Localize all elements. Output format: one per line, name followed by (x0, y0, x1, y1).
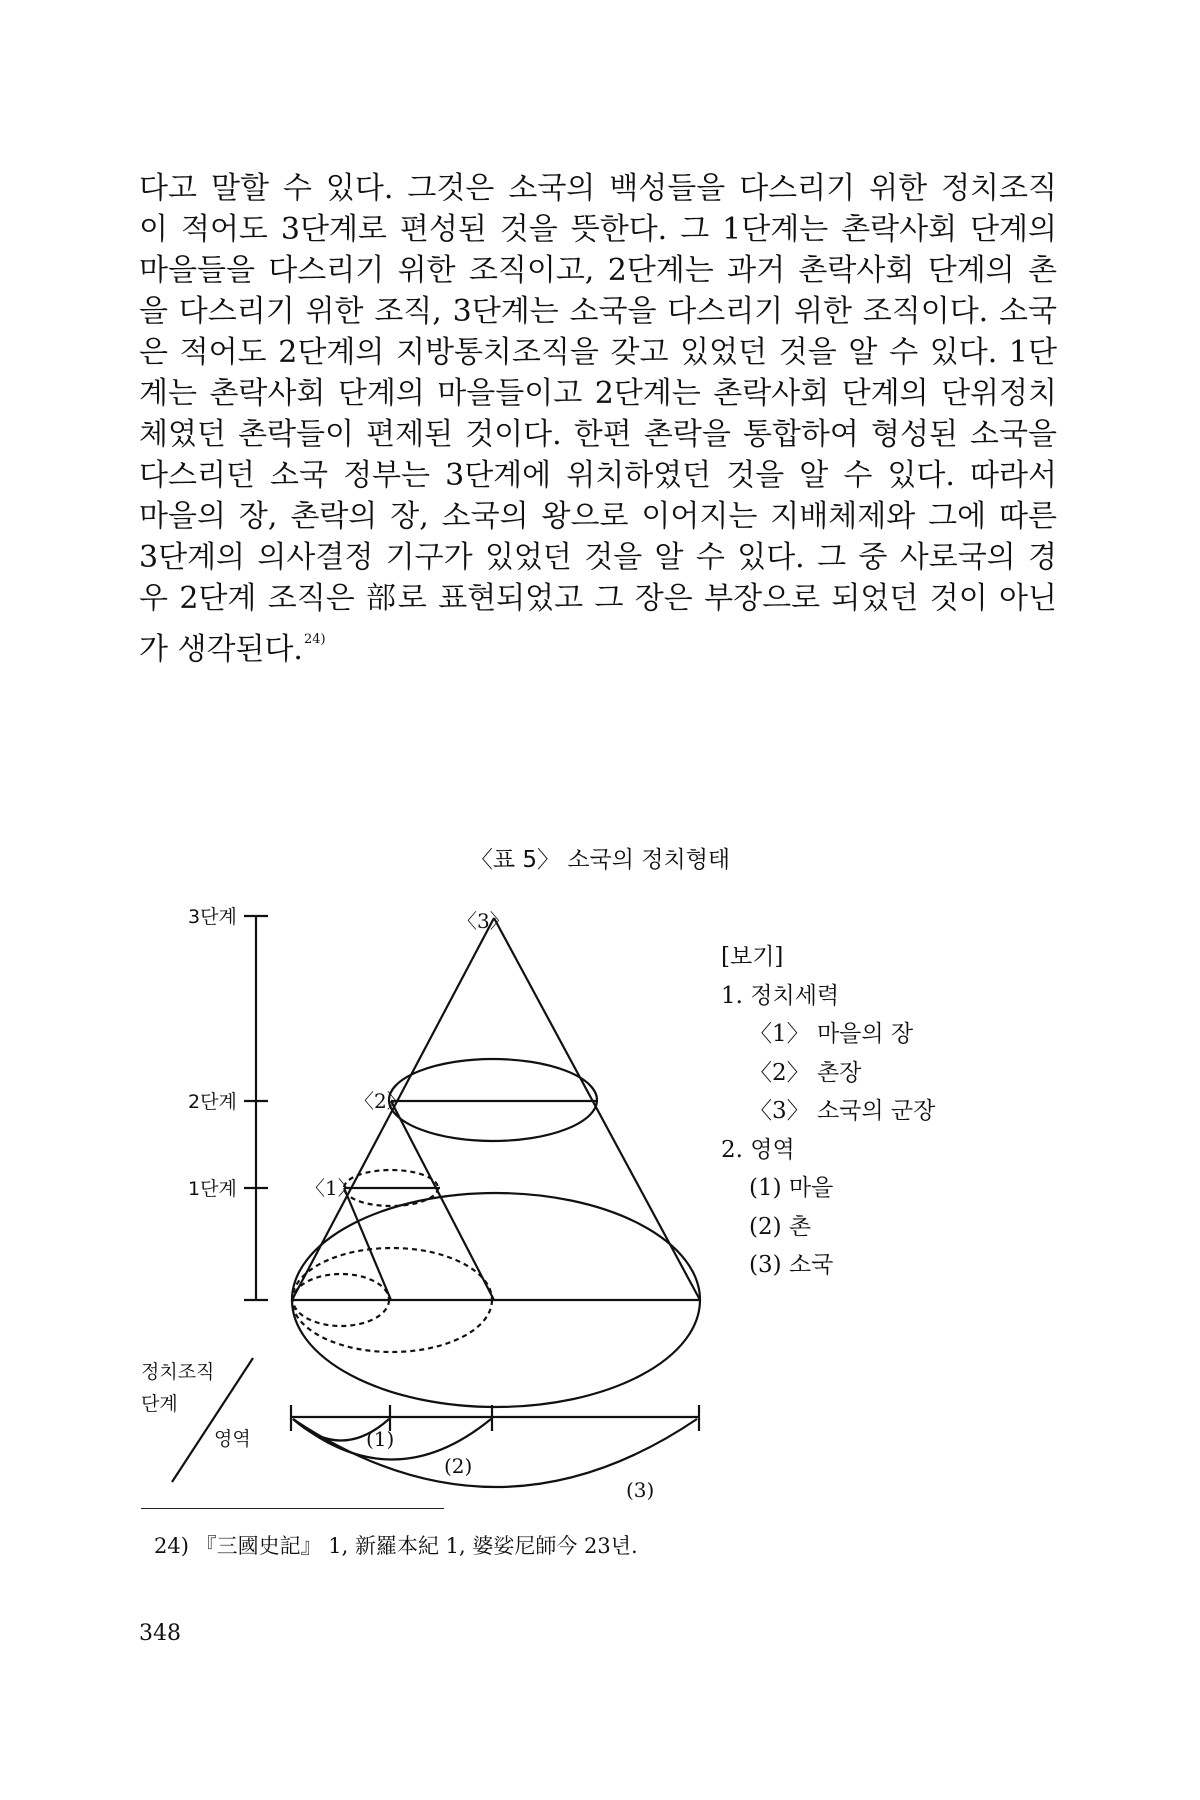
legend-item: 〈2〉 촌장 (749, 1059, 862, 1086)
apex-label-3: 〈3〉 (457, 909, 510, 933)
stage-label-3: 3단계 (188, 906, 237, 928)
text-line: 체였던 촌락들이 편제된 것이다. 한편 촌락을 통합하여 형성된 소국을 (139, 417, 1057, 452)
legend-item: (2) 촌 (749, 1213, 812, 1240)
area-label-2: (2) (444, 1454, 473, 1478)
axis-label-top-2: 단계 (141, 1393, 178, 1415)
cone-1-right (344, 1188, 391, 1300)
legend-group2-title: 2. 영역 (721, 1136, 795, 1163)
last-line-text: 가 생각된다. (139, 632, 303, 667)
axis-label-bottom: 영역 (214, 1428, 251, 1450)
text-line: 이 적어도 3단계로 편성된 것을 뜻한다. 그 1단계는 촌락사회 단계의 (139, 212, 1057, 247)
stage-label-1: 1단계 (188, 1178, 237, 1200)
text-line: 다고 말할 수 있다. 그것은 소국의 백성들을 다스리기 위한 정치조직 (139, 171, 1057, 206)
cone-2-right (391, 1101, 494, 1300)
apex-label-1: 〈1〉 (305, 1176, 358, 1200)
legend-group1-title: 1. 정치세력 (721, 982, 840, 1009)
apex-label-2: 〈2〉 (354, 1089, 407, 1113)
footnote-divider (141, 1508, 444, 1509)
text-line: 계는 촌락사회 단계의 마을들이고 2단계는 촌락사회 단계의 단위정치 (139, 376, 1057, 411)
text-line: 3단계의 의사결정 기구가 있었던 것을 알 수 있다. 그 중 사로국의 경 (139, 540, 1057, 575)
legend (721, 938, 935, 1285)
cone-3-right (494, 918, 700, 1300)
legend-item: (1) 마을 (749, 1175, 834, 1201)
legend-item: 〈3〉 소국의 군장 (749, 1098, 936, 1124)
stage-label-2: 2단계 (188, 1091, 237, 1113)
page-number: 348 (139, 1621, 181, 1646)
area-label-1: (1) (366, 1427, 395, 1451)
text-line: 마을들을 다스리기 위한 조직이고, 2단계는 과거 촌락사회 단계의 촌 (139, 253, 1057, 288)
area-label-3: (3) (626, 1478, 655, 1502)
legend-title: [보기] (721, 944, 784, 970)
footnote: 24) 『三國史記』 1, 新羅本紀 1, 婆娑尼師今 23년. (154, 1534, 638, 1558)
footnote-reference: 24) (303, 632, 326, 647)
text-line: 우 2단계 조직은 部로 표현되었고 그 장은 부장으로 되었던 것이 아닌 (139, 581, 1057, 616)
text-line: 다스리던 소국 정부는 3단계에 위치하였던 것을 알 수 있다. 따라서 (139, 458, 1057, 493)
text-line: 을 다스리기 위한 조직, 3단계는 소국을 다스리기 위한 조직이다. 소국 (139, 294, 1057, 329)
figure-title: 〈표 5〉 소국의 정치형태 (469, 847, 731, 873)
text-line: 은 적어도 2단계의 지방통치조직을 갖고 있었던 것을 알 수 있다. 1단 (139, 335, 1057, 370)
legend-item: (3) 소국 (749, 1252, 834, 1278)
area-arc-3 (293, 1419, 697, 1487)
axis-label-top-1: 정치조직 (141, 1361, 215, 1383)
legend-item: 〈1〉 마을의 장 (749, 1021, 914, 1047)
text-line: 마을의 장, 촌락의 장, 소국의 왕으로 이어지는 지배체제와 그에 따른 (139, 499, 1057, 534)
